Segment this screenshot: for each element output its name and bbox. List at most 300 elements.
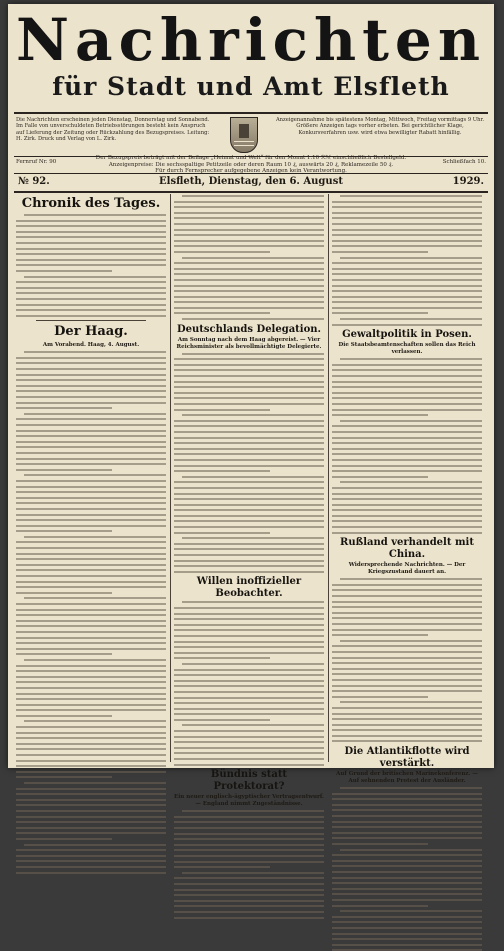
text-line bbox=[332, 662, 482, 664]
text-line bbox=[174, 844, 324, 846]
dateline bbox=[14, 175, 488, 193]
text-line bbox=[16, 508, 166, 510]
text-line bbox=[174, 409, 270, 411]
text-line bbox=[182, 601, 324, 603]
text-line bbox=[174, 453, 324, 455]
text-line bbox=[174, 465, 324, 467]
text-line bbox=[16, 304, 166, 306]
text-line bbox=[16, 225, 166, 227]
text-line bbox=[16, 497, 166, 499]
text-line bbox=[16, 625, 166, 627]
text-line bbox=[16, 264, 166, 266]
text-line bbox=[174, 369, 324, 371]
text-line bbox=[174, 470, 270, 472]
text-line bbox=[332, 465, 482, 467]
text-line bbox=[174, 268, 324, 270]
text-line bbox=[332, 668, 482, 670]
text-line bbox=[174, 741, 324, 743]
text-line bbox=[340, 420, 482, 422]
text-line bbox=[174, 312, 270, 314]
text-line bbox=[16, 603, 166, 605]
text-line bbox=[332, 509, 482, 511]
text-line bbox=[16, 581, 166, 583]
text-line bbox=[16, 832, 166, 834]
text-line bbox=[332, 673, 482, 675]
text-line bbox=[340, 257, 482, 259]
text-line bbox=[16, 541, 166, 543]
text-line bbox=[16, 309, 166, 311]
text-line bbox=[24, 536, 166, 538]
issue-year: 1929. bbox=[452, 176, 484, 187]
text-line bbox=[16, 281, 166, 283]
text-line bbox=[174, 375, 324, 377]
text-line bbox=[16, 799, 166, 801]
text-line bbox=[174, 833, 324, 835]
text-line bbox=[16, 793, 166, 795]
text-line bbox=[332, 679, 482, 681]
text-line bbox=[16, 480, 166, 482]
text-line bbox=[16, 396, 166, 398]
text-line bbox=[16, 287, 166, 289]
text-line bbox=[16, 270, 112, 272]
text-line bbox=[16, 665, 166, 667]
text-line bbox=[174, 657, 270, 659]
text-line bbox=[182, 872, 324, 874]
text-line bbox=[332, 927, 482, 929]
text-line bbox=[332, 201, 482, 203]
text-line bbox=[332, 916, 482, 918]
column-2 bbox=[174, 194, 324, 808]
text-line bbox=[174, 702, 324, 704]
text-line bbox=[174, 251, 270, 253]
subheadline-buendnis: Ein neuer englisch-ägyptischer Vertragsentwurf. — England nimmt Zugeständnisse. bbox=[174, 794, 324, 808]
text-line bbox=[16, 676, 166, 678]
text-line bbox=[174, 381, 324, 383]
text-line bbox=[16, 760, 166, 762]
text-line bbox=[16, 469, 112, 471]
text-line bbox=[174, 509, 324, 511]
text-line bbox=[16, 827, 166, 829]
text-line bbox=[16, 242, 166, 244]
text-line bbox=[174, 764, 324, 766]
text-line bbox=[16, 357, 166, 359]
text-line bbox=[332, 651, 482, 653]
text-line bbox=[332, 740, 482, 742]
text-line bbox=[332, 487, 482, 489]
text-line bbox=[174, 358, 324, 360]
headline-beobachter: Willen inoffizieller Beobachter. bbox=[196, 576, 302, 600]
subheadline-delegation: Am Sonntag nach dem Haag abgereist. — Vier Reichsminister als bevollmächtigte Delegierte. bbox=[176, 336, 322, 350]
text-line bbox=[16, 418, 166, 420]
text-line bbox=[16, 681, 166, 683]
text-line bbox=[24, 351, 166, 353]
text-line bbox=[332, 442, 482, 444]
column-1 bbox=[16, 194, 166, 762]
text-line bbox=[182, 724, 324, 726]
text-line bbox=[174, 861, 324, 863]
text-line bbox=[174, 680, 324, 682]
ad-price-line: Anzeigenpreise: Die sechsspaltige Petitzeile oder deren Raum 10 ₰, auswärts 20 ₰, Reklamezeile 50 ₰. bbox=[108, 161, 394, 168]
text-line bbox=[174, 307, 324, 309]
text-line bbox=[16, 849, 166, 851]
text-line bbox=[332, 324, 482, 326]
text-line bbox=[16, 259, 166, 261]
text-line bbox=[332, 504, 482, 506]
issue-date: Elsfleth, Dienstag, den 6. August bbox=[159, 176, 343, 187]
text-line bbox=[332, 403, 482, 405]
text-line bbox=[332, 245, 482, 247]
text-line bbox=[24, 413, 166, 415]
text-line bbox=[174, 691, 324, 693]
text-line bbox=[174, 565, 324, 567]
masthead-subtitle: für Stadt und Amt Elsfleth bbox=[52, 72, 450, 101]
issue-number: № 92. bbox=[18, 176, 50, 187]
text-line bbox=[174, 229, 324, 231]
text-line bbox=[332, 843, 428, 845]
text-line bbox=[16, 502, 166, 504]
text-line bbox=[332, 854, 482, 856]
text-line bbox=[16, 385, 166, 387]
headline-buendnis: Bündnis statt Protektorat? bbox=[210, 769, 288, 793]
text-line bbox=[16, 491, 166, 493]
text-line bbox=[16, 670, 166, 672]
phone-ad-line: Für durch Fernsprecher aufgegebene Anzeigen kein Verantwortung. bbox=[155, 168, 347, 174]
text-line bbox=[174, 730, 324, 732]
text-line bbox=[16, 231, 166, 233]
text-line bbox=[182, 810, 324, 812]
text-line bbox=[16, 486, 166, 488]
text-line bbox=[174, 669, 324, 671]
text-line bbox=[174, 736, 324, 738]
text-line bbox=[332, 409, 482, 411]
text-line bbox=[174, 624, 324, 626]
text-line bbox=[174, 285, 324, 287]
text-line bbox=[174, 520, 324, 522]
text-line bbox=[174, 641, 324, 643]
text-line bbox=[16, 458, 166, 460]
text-line bbox=[332, 515, 482, 517]
text-line bbox=[16, 642, 166, 644]
text-line bbox=[182, 257, 324, 259]
text-line bbox=[340, 318, 482, 320]
text-line bbox=[332, 623, 482, 625]
text-line bbox=[174, 652, 324, 654]
text-line bbox=[332, 212, 482, 214]
text-line bbox=[332, 718, 482, 720]
text-line bbox=[332, 645, 482, 647]
text-line bbox=[332, 431, 482, 433]
text-line bbox=[174, 392, 324, 394]
text-line bbox=[332, 696, 428, 698]
text-line bbox=[16, 519, 166, 521]
text-line bbox=[16, 253, 166, 255]
text-line bbox=[16, 435, 166, 437]
text-line bbox=[174, 403, 324, 405]
text-line bbox=[16, 430, 166, 432]
text-line bbox=[332, 296, 482, 298]
text-line bbox=[332, 888, 482, 890]
text-line bbox=[332, 724, 482, 726]
text-line bbox=[16, 547, 166, 549]
text-line bbox=[174, 364, 324, 366]
text-line bbox=[16, 564, 166, 566]
text-line bbox=[340, 195, 482, 197]
text-line bbox=[182, 663, 324, 665]
text-line bbox=[16, 586, 166, 588]
text-line bbox=[16, 514, 166, 516]
text-line bbox=[24, 782, 166, 784]
text-line bbox=[332, 707, 482, 709]
text-line bbox=[332, 206, 482, 208]
text-line bbox=[174, 618, 324, 620]
text-line bbox=[332, 301, 482, 303]
text-line bbox=[332, 520, 482, 522]
text-line bbox=[174, 301, 324, 303]
text-line bbox=[174, 877, 324, 879]
text-block bbox=[174, 810, 324, 918]
text-line bbox=[16, 530, 112, 532]
text-line bbox=[340, 578, 482, 580]
text-line bbox=[332, 307, 482, 309]
text-line bbox=[174, 855, 324, 857]
text-line bbox=[332, 397, 482, 399]
column-3 bbox=[332, 194, 482, 785]
text-line bbox=[174, 719, 270, 721]
text-line bbox=[16, 609, 166, 611]
text-line bbox=[332, 657, 482, 659]
text-line bbox=[16, 866, 166, 868]
text-line bbox=[174, 554, 324, 556]
text-line bbox=[174, 296, 324, 298]
text-line bbox=[174, 504, 324, 506]
text-line bbox=[332, 476, 428, 478]
advertising-notice: Anzeigenannahme bis spätestens Montag, Mittwoch, Freitag vormittags 9 Uhr. Größere Anzeigen tags vorher erbeten. Bei gerichtlicher Klage, Konkursverfahren usw. wird etwa bewilligter Rabatt hinfällig. bbox=[275, 117, 485, 136]
text-line bbox=[332, 498, 482, 500]
text-line bbox=[174, 866, 270, 868]
text-line bbox=[332, 532, 482, 534]
text-line bbox=[174, 752, 324, 754]
text-line bbox=[174, 217, 324, 219]
text-line bbox=[16, 620, 166, 622]
text-line bbox=[332, 793, 482, 795]
text-line bbox=[332, 685, 482, 687]
text-line bbox=[332, 268, 482, 270]
text-line bbox=[174, 212, 324, 214]
text-line bbox=[332, 375, 482, 377]
text-line bbox=[174, 245, 324, 247]
text-line bbox=[332, 938, 482, 940]
article-columns bbox=[14, 194, 488, 808]
text-line bbox=[332, 386, 482, 388]
text-line bbox=[174, 442, 324, 444]
text-line bbox=[16, 424, 166, 426]
text-line bbox=[174, 894, 324, 896]
text-line bbox=[332, 832, 482, 834]
headline-chronik: Chronik des Tages. bbox=[21, 196, 161, 211]
text-line bbox=[16, 452, 166, 454]
text-line bbox=[332, 240, 482, 242]
text-line bbox=[332, 821, 482, 823]
text-line bbox=[16, 402, 166, 404]
text-line bbox=[332, 729, 482, 731]
text-line bbox=[340, 787, 482, 789]
text-line bbox=[332, 634, 428, 636]
newspaper-page bbox=[8, 4, 494, 808]
text-line bbox=[174, 386, 324, 388]
text-line bbox=[16, 804, 166, 806]
text-line bbox=[174, 543, 324, 545]
text-line bbox=[174, 234, 324, 236]
text-line bbox=[174, 425, 324, 427]
text-line bbox=[174, 273, 324, 275]
masthead-title: Nachrichten bbox=[15, 6, 487, 74]
text-line bbox=[332, 601, 482, 603]
text-line bbox=[16, 368, 166, 370]
text-line bbox=[340, 481, 482, 483]
text-line bbox=[16, 754, 166, 756]
text-line bbox=[16, 525, 166, 527]
text-line bbox=[16, 821, 166, 823]
text-line bbox=[16, 220, 166, 222]
text-line bbox=[332, 877, 482, 879]
text-line bbox=[16, 737, 166, 739]
town-crest-icon bbox=[230, 117, 258, 153]
text-line bbox=[174, 900, 324, 902]
text-line bbox=[332, 837, 482, 839]
text-line bbox=[332, 798, 482, 800]
text-line bbox=[340, 640, 482, 642]
text-line bbox=[174, 262, 324, 264]
text-line bbox=[174, 827, 324, 829]
text-line bbox=[174, 697, 324, 699]
text-line bbox=[332, 933, 482, 935]
text-line bbox=[174, 629, 324, 631]
text-line bbox=[16, 441, 166, 443]
text-line bbox=[24, 659, 166, 661]
text-line bbox=[16, 653, 112, 655]
text-line bbox=[332, 229, 482, 231]
text-line bbox=[16, 816, 166, 818]
text-line bbox=[174, 571, 324, 573]
text-line bbox=[332, 713, 482, 715]
text-line bbox=[16, 872, 166, 874]
text-line bbox=[332, 279, 482, 281]
text-line bbox=[174, 758, 324, 760]
text-line bbox=[16, 575, 166, 577]
text-line bbox=[16, 637, 166, 639]
text-line bbox=[340, 701, 482, 703]
text-line bbox=[174, 290, 324, 292]
text-line bbox=[174, 889, 324, 891]
text-line bbox=[16, 838, 112, 840]
text-block bbox=[174, 601, 324, 765]
text-line bbox=[16, 379, 166, 381]
text-line bbox=[16, 855, 166, 857]
text-line bbox=[332, 285, 482, 287]
text-line bbox=[332, 809, 482, 811]
text-line bbox=[340, 849, 482, 851]
text-line bbox=[16, 704, 166, 706]
text-block bbox=[16, 351, 166, 873]
text-line bbox=[332, 882, 482, 884]
text-line bbox=[332, 369, 482, 371]
text-line bbox=[16, 315, 166, 317]
subscription-info bbox=[14, 155, 488, 174]
text-line bbox=[174, 526, 324, 528]
text-line bbox=[174, 674, 324, 676]
text-line bbox=[332, 899, 482, 901]
price-line: Der Bezugspreis beträgt mit der Beilage „Heimat und Welt“ für den Monat 1.10 ℛℳ einschließlich Bestellgeld. bbox=[95, 155, 407, 161]
text-line bbox=[16, 726, 166, 728]
text-line bbox=[16, 776, 112, 778]
text-line bbox=[174, 279, 324, 281]
text-line bbox=[16, 810, 166, 812]
text-line bbox=[24, 720, 166, 722]
text-line bbox=[24, 276, 166, 278]
text-line bbox=[16, 463, 166, 465]
subheadline-posen: Die Staatsbeamtenschaften sollen das Reich verlassen. bbox=[338, 342, 476, 356]
headline-haag: Der Haag. bbox=[54, 324, 128, 340]
text-block bbox=[174, 353, 324, 573]
text-line bbox=[332, 392, 482, 394]
text-block bbox=[332, 358, 482, 533]
text-line bbox=[16, 743, 166, 745]
text-line bbox=[332, 893, 482, 895]
text-line bbox=[24, 597, 166, 599]
text-line bbox=[174, 548, 324, 550]
text-line bbox=[332, 690, 482, 692]
text-line bbox=[174, 532, 270, 534]
text-line bbox=[174, 487, 324, 489]
po-box: Schließfach 10. bbox=[442, 159, 486, 165]
text-line bbox=[174, 459, 324, 461]
text-line bbox=[332, 437, 482, 439]
text-line bbox=[332, 425, 482, 427]
text-line bbox=[174, 493, 324, 495]
text-line bbox=[332, 589, 482, 591]
text-line bbox=[174, 911, 324, 913]
text-line bbox=[332, 905, 428, 907]
text-line bbox=[16, 709, 166, 711]
text-line bbox=[174, 240, 324, 242]
text-line bbox=[174, 201, 324, 203]
text-line bbox=[24, 844, 166, 846]
text-line bbox=[16, 687, 166, 689]
subheadline-russland: Widersprechende Nachrichten. — Der Kriegszustand dauert an. bbox=[348, 562, 466, 576]
text-line bbox=[174, 223, 324, 225]
text-block bbox=[16, 214, 166, 317]
header-info-row bbox=[14, 112, 488, 157]
text-line bbox=[174, 838, 324, 840]
text-line bbox=[182, 537, 324, 539]
text-line bbox=[332, 223, 482, 225]
publication-notice: Die Nachrichten erscheinen jeden Dienstag, Donnerstag und Sonnabend. Im Falle von unverschuldeten Betriebsstörungen besteht kein Anspruch auf Lieferung der Zeitung oder Rückzahlung des Bezugspreises. Leitung: H. Zirk. Druck und Verlag von L. Zirk. bbox=[16, 117, 210, 143]
text-line bbox=[332, 612, 482, 614]
text-line bbox=[174, 481, 324, 483]
subheadline-atlantikflotte: Auf Grund der britischen Marinekonferenz. — Auf sehnenden Protest der Ausländer. bbox=[336, 771, 478, 785]
text-line bbox=[332, 526, 482, 528]
text-line bbox=[174, 708, 324, 710]
text-line bbox=[332, 493, 482, 495]
text-line bbox=[332, 273, 482, 275]
text-line bbox=[16, 698, 166, 700]
text-line bbox=[182, 353, 324, 355]
text-line bbox=[332, 860, 482, 862]
text-line bbox=[16, 362, 166, 364]
text-line bbox=[332, 459, 482, 461]
text-line bbox=[16, 292, 166, 294]
text-line bbox=[174, 849, 324, 851]
